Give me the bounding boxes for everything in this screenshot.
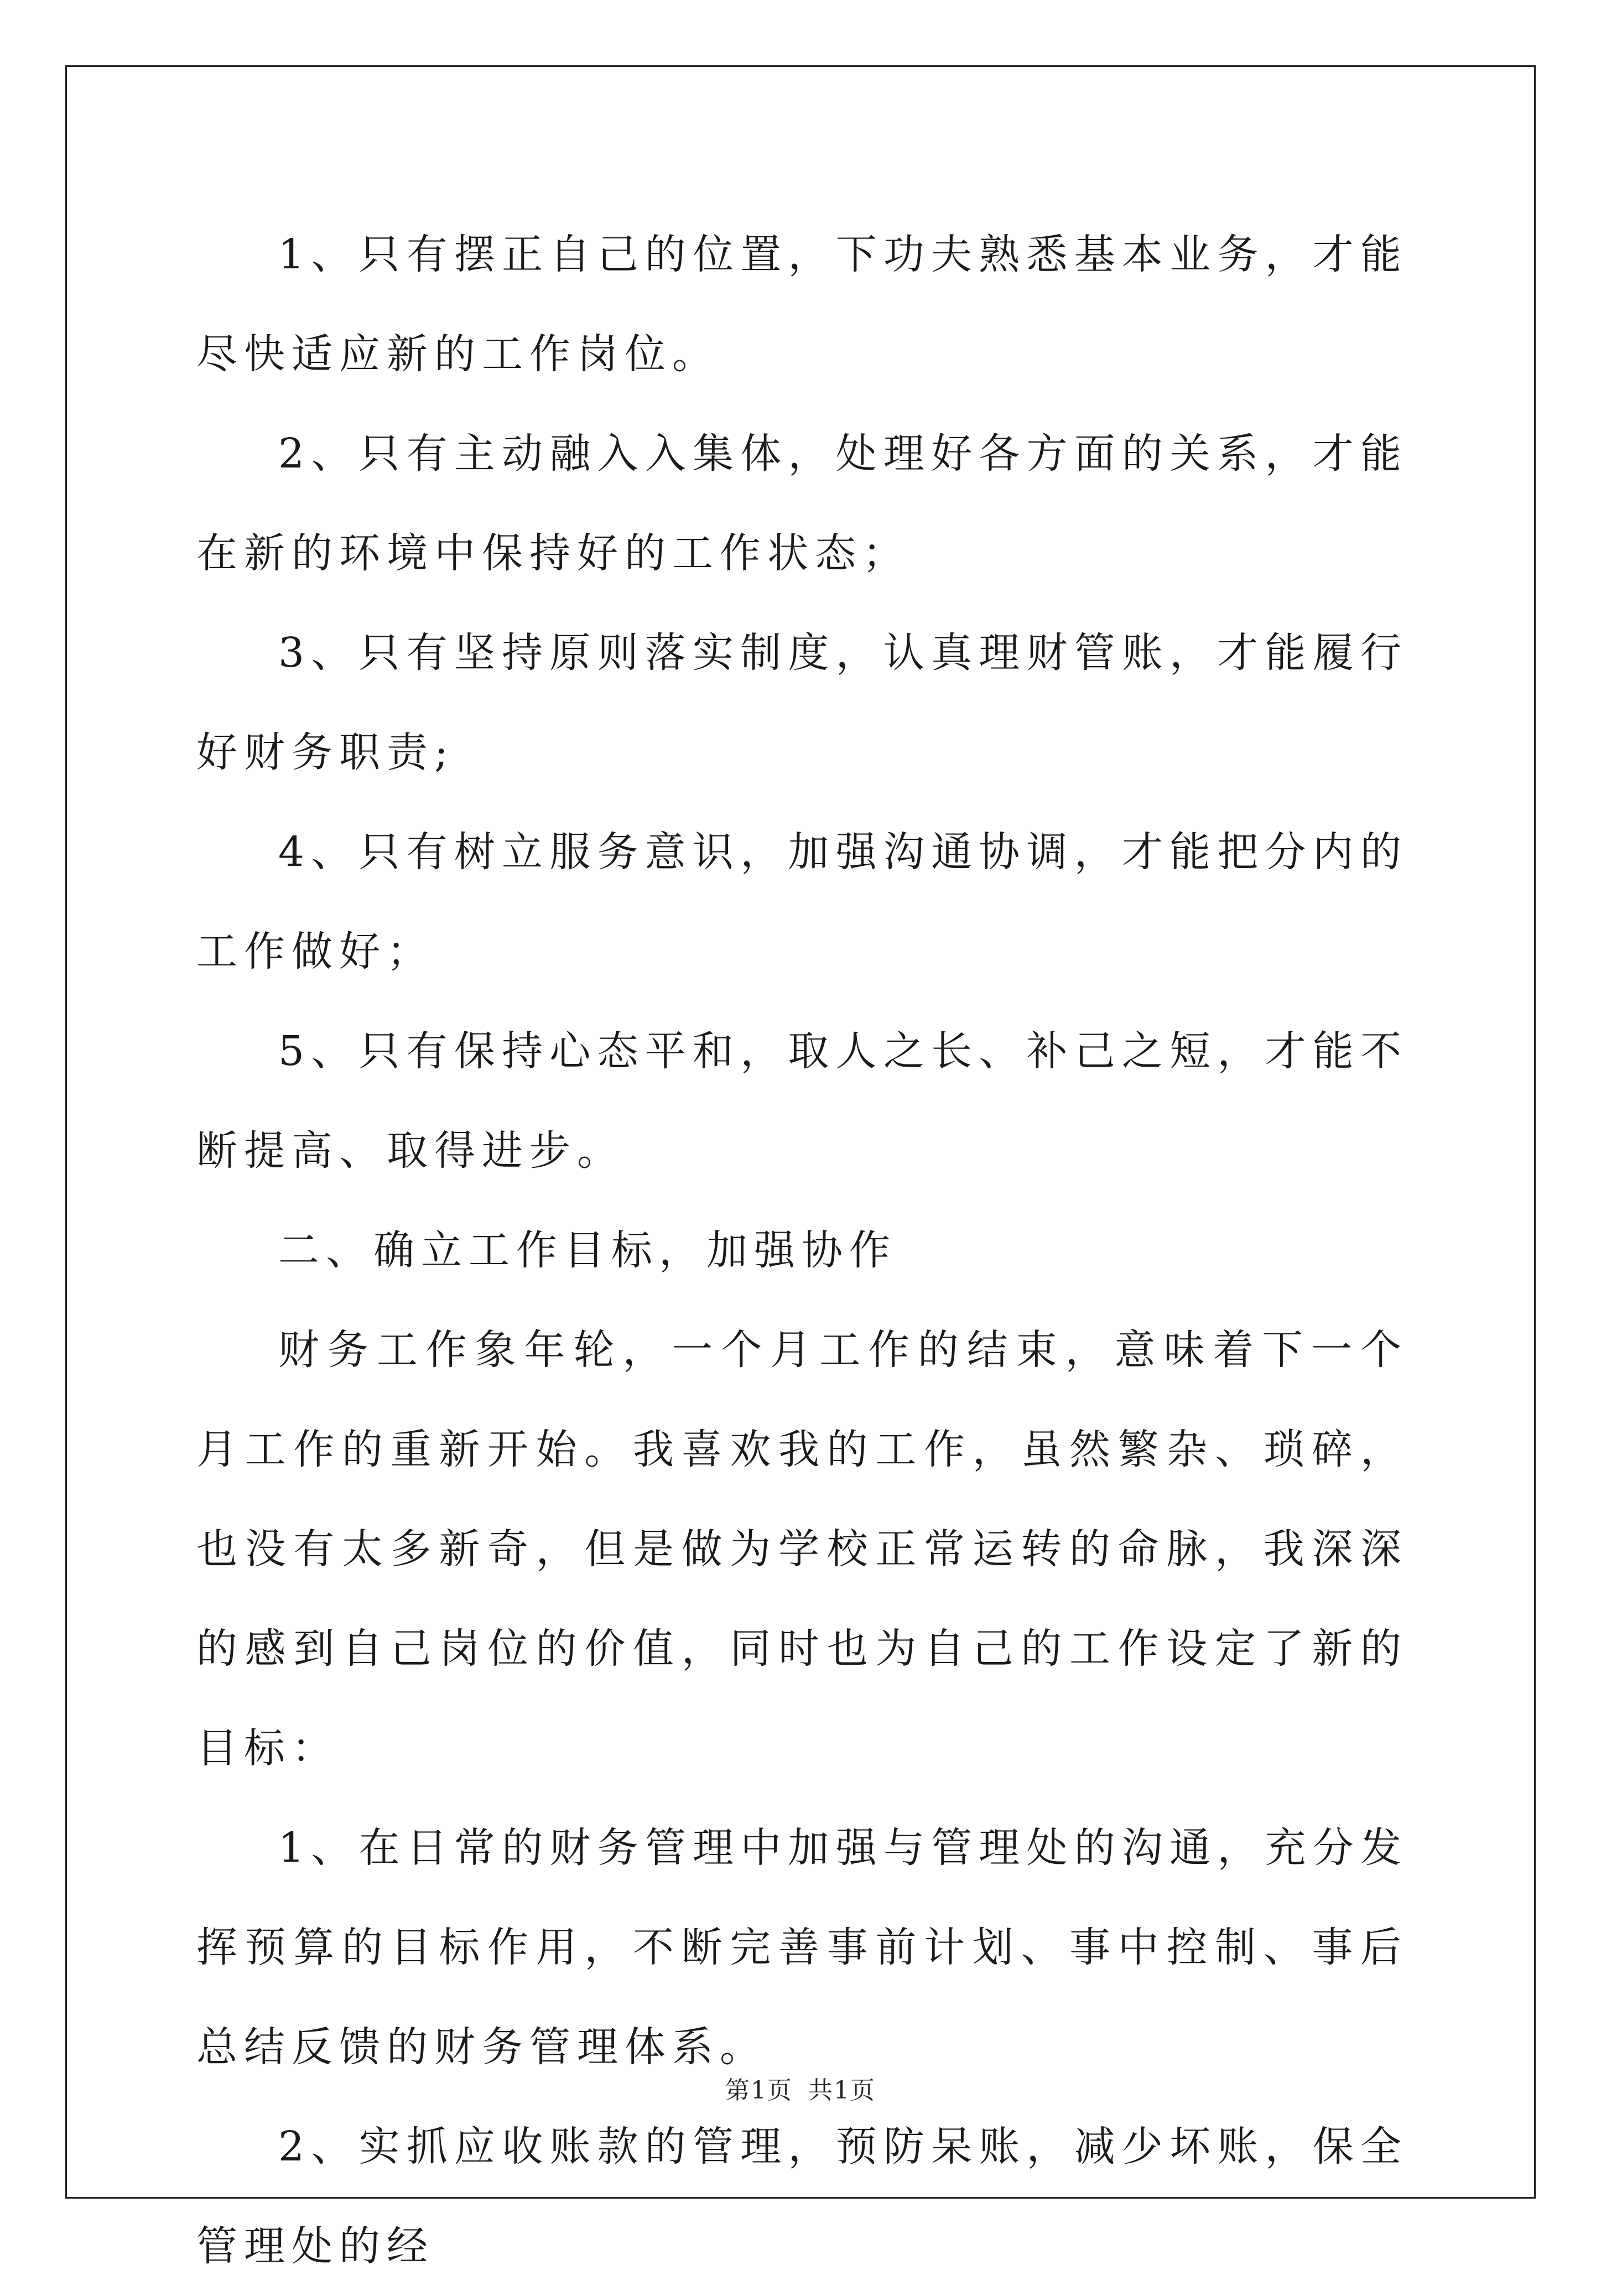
paragraph: 1、在日常的财务管理中加强与管理处的沟通，充分发挥预算的目标作用，不断完善事前计划、事中控制、事后总结反馈的财务管理体系。 — [196, 1824, 1408, 2071]
page-total: 共1页 — [808, 2076, 876, 2105]
paragraph: 2、实抓应收账款的管理，预防呆账，减少坏账，保全管理处的经 — [196, 2123, 1408, 2270]
paragraph: 2、只有主动融入入集体，处理好各方面的关系，才能在新的环境中保持好的工作状态； — [196, 430, 1408, 577]
page-footer — [0, 2070, 1601, 2106]
paragraph: 3、只有坚持原则落实制度，认真理财管账，才能履行好财务职责; — [196, 629, 1408, 776]
page-number: 第1页 — [725, 2076, 793, 2105]
document-body — [196, 205, 1408, 2296]
section-heading: 二、确立工作目标，加强协作 — [278, 1227, 897, 1274]
paragraph: 财务工作象年轮，一个月工作的结束，意味着下一个月工作的重新开始。我喜欢我的工作，虽然繁杂、琐碎，也没有太多新奇，但是做为学校正常运转的命脉，我深深的感到自己岗位的价值，同时也为自己的工作设定了新的目标： — [196, 1326, 1408, 1772]
paragraph: 4、只有树立服务意识，加强沟通协调，才能把分内的工作做好； — [196, 828, 1408, 975]
paragraph: 5、只有保持心态平和，取人之长、补己之短，才能不断提高、取得进步。 — [196, 1027, 1408, 1175]
paragraph: 1、只有摆正自己的位置，下功夫熟悉基本业务，才能尽快适应新的工作岗位。 — [196, 231, 1408, 378]
